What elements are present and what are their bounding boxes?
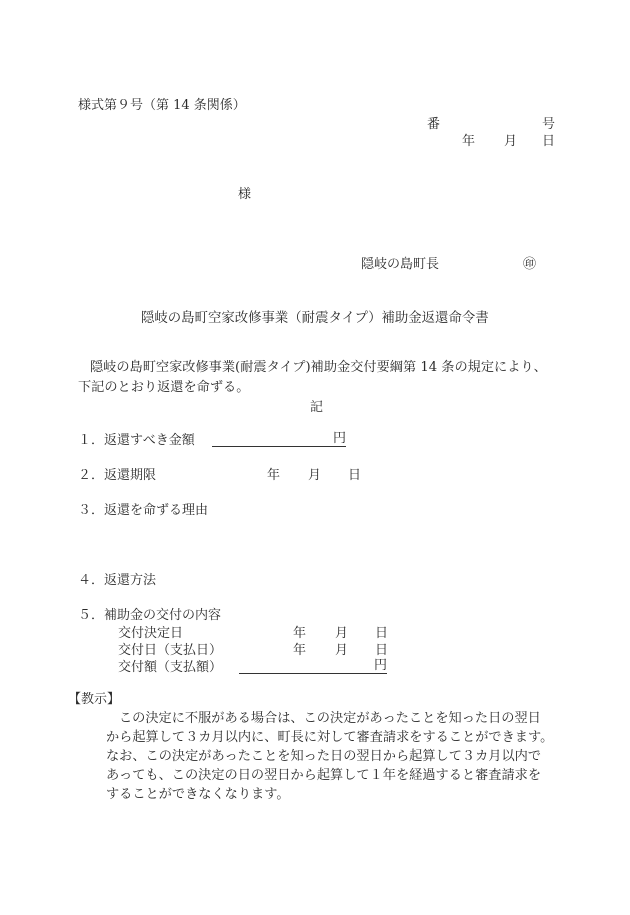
item-1-num: １． [78,433,105,448]
body-line-1: 隠岐の島町空家改修事業(耐震タイプ)補助金交付要綱第 14 条の規定により、 [90,360,547,375]
grant-payment-date-label: 交付日（支払日） [118,643,223,658]
seal-mark: ㊞ [523,257,537,272]
notice-line-4: あっても、この決定の日の翌日から起算して１年を経過すると審査請求を [106,768,542,783]
grant-amount-label: 交付額（支払額） [118,660,223,675]
grant-payment-year: 年 [293,643,307,658]
deadline-month: 月 [308,468,322,483]
body-line-2: 下記のとおり返還を命ずる。 [78,380,250,395]
notice-line-1: この決定に不服がある場合は、この決定があったことを知った日の翌日 [119,711,541,726]
header-day: 日 [542,134,556,149]
grant-amount-field [239,659,387,674]
header-year: 年 [462,134,476,149]
grant-amount-unit: 円 [373,658,387,673]
grant-decision-month: 月 [335,626,349,641]
notice-line-2: から起算して３カ月以内に、町長に対して審査請求をすることができます。 [106,730,554,745]
addressee-suffix: 様 [238,187,252,202]
grant-decision-day: 日 [375,626,389,641]
item-4-label: 返還方法 [104,573,157,588]
grant-payment-month: 月 [335,643,349,658]
grant-decision-date-label: 交付決定日 [118,626,184,641]
header-month: 月 [504,134,518,149]
item-1-label: 返還すべき金額 [104,433,195,448]
item-3-num: ３． [78,503,105,518]
notice-line-3: なお、この決定があったことを知った日の翌日から起算して３カ月以内で [106,749,542,764]
item-5-num: ５． [78,608,105,623]
ki-heading: 記 [310,400,324,415]
item-2-num: ２． [78,468,105,483]
amount-unit: 円 [332,431,346,446]
notice-line-5: することができなくなります。 [106,787,290,802]
item-3-label: 返還を命ずる理由 [104,503,209,518]
grant-payment-day: 日 [375,643,389,658]
grant-decision-year: 年 [293,626,307,641]
deadline-year: 年 [267,468,281,483]
issuer-name: 隠岐の島町長 [361,257,440,272]
doc-number-go: 号 [542,117,556,132]
item-5-label: 補助金の交付の内容 [104,608,222,623]
notice-heading: 【教示】 [68,692,121,707]
item-2-label: 返還期限 [104,468,157,483]
form-number: 様式第９号（第 14 条関係） [78,98,246,113]
document-title: 隠岐の島町空家改修事業（耐震タイプ）補助金返還命令書 [141,311,489,326]
deadline-day: 日 [348,468,362,483]
doc-number-ban: 番 [427,117,441,132]
amount-field [212,432,346,447]
item-4-num: ４． [78,573,105,588]
